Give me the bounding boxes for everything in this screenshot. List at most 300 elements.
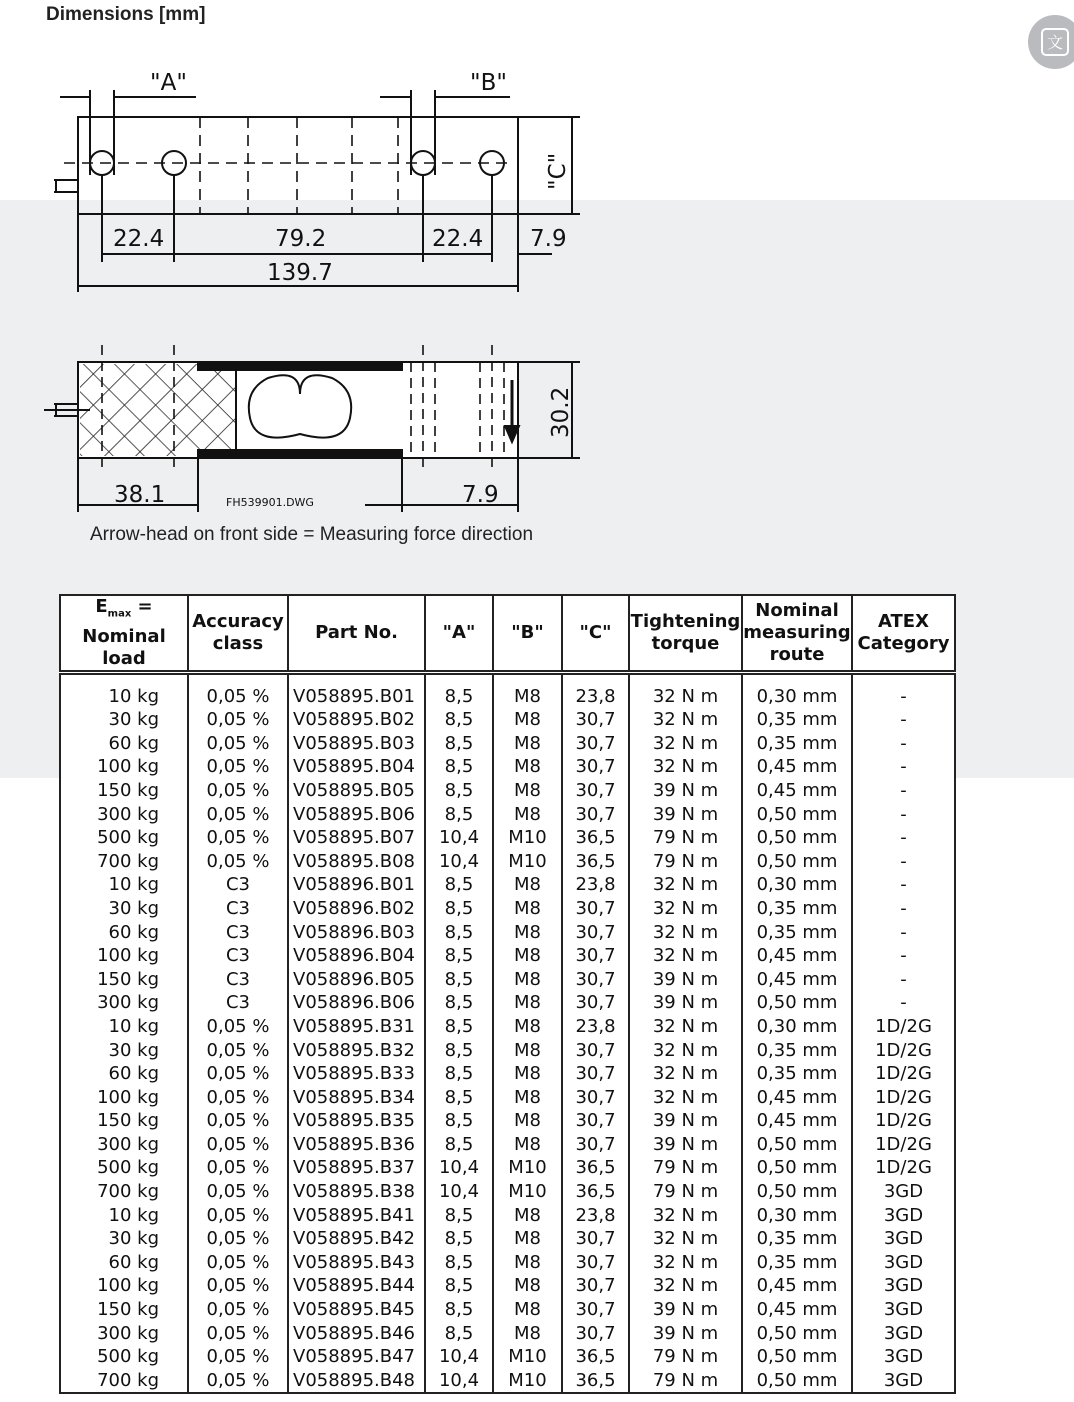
- cell-c: 36,5: [562, 1345, 629, 1369]
- cell-nominal-load: 10 kg: [60, 672, 188, 708]
- cell-c: 30,7: [562, 755, 629, 779]
- cell-tightening-torque: 32 N m: [629, 672, 742, 708]
- cell-accuracy-class: 0,05 %: [188, 1274, 288, 1298]
- cell-b: M8: [493, 672, 562, 708]
- cell-a: 8,5: [425, 944, 493, 968]
- cell-b: M8: [493, 803, 562, 827]
- cell-measuring-route: 0,35 mm: [742, 1227, 852, 1251]
- cell-measuring-route: 0,45 mm: [742, 944, 852, 968]
- cell-measuring-route: 0,45 mm: [742, 1274, 852, 1298]
- cell-measuring-route: 0,45 mm: [742, 968, 852, 992]
- table-row: [60, 991, 955, 1015]
- cell-atex-category: -: [852, 803, 955, 827]
- cell-measuring-route: 0,30 mm: [742, 1015, 852, 1039]
- cell-accuracy-class: 0,05 %: [188, 755, 288, 779]
- cell-c: 23,8: [562, 672, 629, 708]
- cell-tightening-torque: 39 N m: [629, 1322, 742, 1346]
- cell-tightening-torque: 32 N m: [629, 873, 742, 897]
- cell-part-no: V058895.B07: [288, 826, 425, 850]
- cell-tightening-torque: 39 N m: [629, 779, 742, 803]
- cell-c: 23,8: [562, 1204, 629, 1228]
- cell-atex-category: -: [852, 897, 955, 921]
- cell-atex-category: -: [852, 850, 955, 874]
- dim-30-2: 30.2: [548, 386, 574, 438]
- cell-b: M10: [493, 1345, 562, 1369]
- cell-part-no: V058895.B32: [288, 1039, 425, 1063]
- cell-a: 8,5: [425, 803, 493, 827]
- cell-a: 8,5: [425, 897, 493, 921]
- cell-measuring-route: 0,45 mm: [742, 779, 852, 803]
- cell-b: M8: [493, 1274, 562, 1298]
- cell-atex-category: 1D/2G: [852, 1156, 955, 1180]
- cell-b: M8: [493, 991, 562, 1015]
- cell-nominal-load: 150 kg: [60, 1298, 188, 1322]
- cell-part-no: V058895.B31: [288, 1015, 425, 1039]
- cell-atex-category: 3GD: [852, 1180, 955, 1204]
- cell-tightening-torque: 39 N m: [629, 803, 742, 827]
- cell-measuring-route: 0,35 mm: [742, 1039, 852, 1063]
- cell-part-no: V058895.B01: [288, 672, 425, 708]
- cell-b: M8: [493, 897, 562, 921]
- table-row: [60, 1180, 955, 1204]
- header-part-no: Part No.: [288, 595, 425, 672]
- cell-tightening-torque: 39 N m: [629, 1133, 742, 1157]
- cell-part-no: V058895.B06: [288, 803, 425, 827]
- table-row: [60, 1039, 955, 1063]
- dimension-drawing: [0, 0, 1074, 560]
- table-row: [60, 1062, 955, 1086]
- cell-tightening-torque: 39 N m: [629, 991, 742, 1015]
- cell-c: 36,5: [562, 826, 629, 850]
- dim-139-7: 139.7: [267, 260, 333, 286]
- cell-measuring-route: 0,35 mm: [742, 921, 852, 945]
- cell-c: 30,7: [562, 1086, 629, 1110]
- cell-measuring-route: 0,45 mm: [742, 1086, 852, 1110]
- table-row: [60, 826, 955, 850]
- cell-tightening-torque: 32 N m: [629, 755, 742, 779]
- cell-part-no: V058895.B33: [288, 1062, 425, 1086]
- table-row: [60, 732, 955, 756]
- cell-accuracy-class: 0,05 %: [188, 1251, 288, 1275]
- cell-b: M8: [493, 1298, 562, 1322]
- cell-accuracy-class: 0,05 %: [188, 1109, 288, 1133]
- cell-tightening-torque: 32 N m: [629, 1015, 742, 1039]
- header-measuring-route: Nominal measuring route: [742, 595, 852, 672]
- svg-text:文: 文: [1046, 33, 1064, 52]
- cell-c: 30,7: [562, 779, 629, 803]
- cell-accuracy-class: 0,05 %: [188, 1086, 288, 1110]
- cell-b: M10: [493, 826, 562, 850]
- cell-a: 10,4: [425, 1369, 493, 1394]
- table-row: [60, 850, 955, 874]
- table-row: [60, 873, 955, 897]
- cell-part-no: V058895.B41: [288, 1204, 425, 1228]
- cell-c: 30,7: [562, 1062, 629, 1086]
- cell-nominal-load: 500 kg: [60, 826, 188, 850]
- cell-nominal-load: 100 kg: [60, 1274, 188, 1298]
- dim-22-4-right: 22.4: [432, 226, 484, 252]
- cell-nominal-load: 300 kg: [60, 1322, 188, 1346]
- cell-a: 8,5: [425, 755, 493, 779]
- cell-tightening-torque: 39 N m: [629, 1298, 742, 1322]
- header-c: "C": [562, 595, 629, 672]
- cell-part-no: V058896.B01: [288, 873, 425, 897]
- table-row: [60, 755, 955, 779]
- cell-tightening-torque: 32 N m: [629, 732, 742, 756]
- cell-accuracy-class: 0,05 %: [188, 672, 288, 708]
- cell-tightening-torque: 32 N m: [629, 1039, 742, 1063]
- cell-a: 8,5: [425, 1322, 493, 1346]
- table-row: [60, 1109, 955, 1133]
- cell-measuring-route: 0,50 mm: [742, 1322, 852, 1346]
- cell-c: 30,7: [562, 897, 629, 921]
- cell-c: 30,7: [562, 1322, 629, 1346]
- cell-part-no: V058895.B03: [288, 732, 425, 756]
- cell-part-no: V058895.B34: [288, 1086, 425, 1110]
- cell-nominal-load: 150 kg: [60, 968, 188, 992]
- cell-c: 30,7: [562, 1251, 629, 1275]
- cell-accuracy-class: 0,05 %: [188, 1015, 288, 1039]
- cell-nominal-load: 30 kg: [60, 708, 188, 732]
- cell-a: 8,5: [425, 921, 493, 945]
- specification-table-body: [60, 672, 955, 1393]
- cell-atex-category: 3GD: [852, 1298, 955, 1322]
- cell-accuracy-class: C3: [188, 968, 288, 992]
- cell-nominal-load: 300 kg: [60, 1133, 188, 1157]
- cell-accuracy-class: 0,05 %: [188, 779, 288, 803]
- cell-b: M8: [493, 1204, 562, 1228]
- cell-a: 8,5: [425, 1133, 493, 1157]
- cell-part-no: V058895.B46: [288, 1322, 425, 1346]
- cell-accuracy-class: 0,05 %: [188, 803, 288, 827]
- dim-7-9-bottom: 7.9: [462, 482, 499, 508]
- cell-a: 10,4: [425, 826, 493, 850]
- cell-atex-category: -: [852, 672, 955, 708]
- cell-atex-category: 1D/2G: [852, 1133, 955, 1157]
- table-row: [60, 1204, 955, 1228]
- cell-c: 30,7: [562, 1274, 629, 1298]
- cell-accuracy-class: 0,05 %: [188, 1039, 288, 1063]
- cell-c: 30,7: [562, 921, 629, 945]
- cell-atex-category: 1D/2G: [852, 1015, 955, 1039]
- cell-part-no: V058896.B03: [288, 921, 425, 945]
- cell-nominal-load: 100 kg: [60, 944, 188, 968]
- cell-nominal-load: 100 kg: [60, 1086, 188, 1110]
- cell-b: M8: [493, 1133, 562, 1157]
- cell-part-no: V058895.B08: [288, 850, 425, 874]
- cell-measuring-route: 0,50 mm: [742, 1133, 852, 1157]
- cell-accuracy-class: 0,05 %: [188, 826, 288, 850]
- cell-atex-category: -: [852, 732, 955, 756]
- cell-c: 30,7: [562, 1133, 629, 1157]
- cell-tightening-torque: 32 N m: [629, 708, 742, 732]
- cell-measuring-route: 0,35 mm: [742, 1062, 852, 1086]
- drawing-file-name: FH539901.DWG: [226, 496, 314, 509]
- label-b: "B": [470, 70, 507, 96]
- cell-measuring-route: 0,45 mm: [742, 1109, 852, 1133]
- cell-nominal-load: 10 kg: [60, 1204, 188, 1228]
- dim-38-1: 38.1: [114, 482, 166, 508]
- cell-c: 30,7: [562, 1039, 629, 1063]
- cell-measuring-route: 0,30 mm: [742, 873, 852, 897]
- header-atex-category: ATEX Category: [852, 595, 955, 672]
- table-row: [60, 1369, 955, 1394]
- cell-c: 23,8: [562, 1015, 629, 1039]
- cell-part-no: V058895.B44: [288, 1274, 425, 1298]
- table-row: [60, 1298, 955, 1322]
- cell-tightening-torque: 32 N m: [629, 897, 742, 921]
- cell-accuracy-class: 0,05 %: [188, 1322, 288, 1346]
- cell-part-no: V058896.B06: [288, 991, 425, 1015]
- cell-b: M8: [493, 921, 562, 945]
- cell-accuracy-class: 0,05 %: [188, 1298, 288, 1322]
- cell-c: 30,7: [562, 1227, 629, 1251]
- cell-b: M8: [493, 873, 562, 897]
- cell-a: 8,5: [425, 1015, 493, 1039]
- cell-c: 30,7: [562, 1109, 629, 1133]
- cell-c: 23,8: [562, 873, 629, 897]
- cell-accuracy-class: 0,05 %: [188, 1369, 288, 1394]
- cell-measuring-route: 0,30 mm: [742, 672, 852, 708]
- cell-measuring-route: 0,50 mm: [742, 850, 852, 874]
- cell-tightening-torque: 32 N m: [629, 1227, 742, 1251]
- cell-c: 30,7: [562, 803, 629, 827]
- force-direction-caption: Arrow-head on front side = Measuring force direction: [90, 524, 534, 545]
- cell-nominal-load: 300 kg: [60, 803, 188, 827]
- cell-a: 10,4: [425, 1156, 493, 1180]
- cell-a: 8,5: [425, 779, 493, 803]
- dim-7-9-top: 7.9: [530, 226, 567, 252]
- table-row: [60, 1015, 955, 1039]
- header-emax: E: [95, 596, 108, 617]
- cell-accuracy-class: C3: [188, 944, 288, 968]
- cell-a: 8,5: [425, 1227, 493, 1251]
- table-row: [60, 1227, 955, 1251]
- cell-a: 8,5: [425, 1204, 493, 1228]
- cell-part-no: V058896.B05: [288, 968, 425, 992]
- cell-nominal-load: 30 kg: [60, 897, 188, 921]
- cell-tightening-torque: 79 N m: [629, 826, 742, 850]
- cell-b: M8: [493, 944, 562, 968]
- cell-tightening-torque: 32 N m: [629, 1274, 742, 1298]
- cell-b: M8: [493, 1109, 562, 1133]
- cell-tightening-torque: 79 N m: [629, 850, 742, 874]
- header-tightening-torque: Tightening torque: [629, 595, 742, 672]
- cell-accuracy-class: 0,05 %: [188, 850, 288, 874]
- cell-measuring-route: 0,50 mm: [742, 991, 852, 1015]
- table-row: [60, 1156, 955, 1180]
- cell-nominal-load: 10 kg: [60, 1015, 188, 1039]
- cell-c: 30,7: [562, 732, 629, 756]
- cell-nominal-load: 30 kg: [60, 1227, 188, 1251]
- cell-b: M8: [493, 968, 562, 992]
- cell-tightening-torque: 79 N m: [629, 1345, 742, 1369]
- cell-tightening-torque: 79 N m: [629, 1180, 742, 1204]
- cell-accuracy-class: C3: [188, 897, 288, 921]
- table-row: [60, 708, 955, 732]
- cell-nominal-load: 300 kg: [60, 991, 188, 1015]
- cell-tightening-torque: 39 N m: [629, 1109, 742, 1133]
- cell-part-no: V058896.B04: [288, 944, 425, 968]
- dim-79-2: 79.2: [275, 226, 327, 252]
- table-row: [60, 1133, 955, 1157]
- cell-b: M8: [493, 755, 562, 779]
- cell-part-no: V058896.B02: [288, 897, 425, 921]
- cell-tightening-torque: 32 N m: [629, 1086, 742, 1110]
- cell-nominal-load: 150 kg: [60, 1109, 188, 1133]
- header-emax-sub: max: [107, 608, 132, 620]
- cell-nominal-load: 10 kg: [60, 873, 188, 897]
- cell-nominal-load: 60 kg: [60, 1062, 188, 1086]
- cell-b: M8: [493, 708, 562, 732]
- cell-part-no: V058895.B04: [288, 755, 425, 779]
- cell-accuracy-class: C3: [188, 873, 288, 897]
- cell-c: 30,7: [562, 944, 629, 968]
- cell-atex-category: -: [852, 873, 955, 897]
- cell-atex-category: -: [852, 968, 955, 992]
- cell-part-no: V058895.B43: [288, 1251, 425, 1275]
- cell-atex-category: 1D/2G: [852, 1109, 955, 1133]
- cell-part-no: V058895.B05: [288, 779, 425, 803]
- cell-nominal-load: 30 kg: [60, 1039, 188, 1063]
- cell-atex-category: 1D/2G: [852, 1039, 955, 1063]
- cell-atex-category: -: [852, 991, 955, 1015]
- cell-a: 8,5: [425, 1251, 493, 1275]
- cell-a: 8,5: [425, 1086, 493, 1110]
- cell-b: M8: [493, 1251, 562, 1275]
- cell-a: 10,4: [425, 1345, 493, 1369]
- cell-atex-category: 3GD: [852, 1345, 955, 1369]
- cell-accuracy-class: 0,05 %: [188, 1180, 288, 1204]
- cell-part-no: V058895.B02: [288, 708, 425, 732]
- cell-measuring-route: 0,50 mm: [742, 1369, 852, 1394]
- cell-accuracy-class: 0,05 %: [188, 732, 288, 756]
- cell-accuracy-class: C3: [188, 991, 288, 1015]
- cell-accuracy-class: 0,05 %: [188, 1156, 288, 1180]
- cell-measuring-route: 0,35 mm: [742, 732, 852, 756]
- cell-nominal-load: 700 kg: [60, 1180, 188, 1204]
- table-row: [60, 921, 955, 945]
- cell-part-no: V058895.B47: [288, 1345, 425, 1369]
- cell-atex-category: 3GD: [852, 1369, 955, 1394]
- header-nominal-load: [60, 595, 188, 672]
- cell-a: 8,5: [425, 708, 493, 732]
- cell-part-no: V058895.B35: [288, 1109, 425, 1133]
- cell-c: 30,7: [562, 708, 629, 732]
- cell-tightening-torque: 39 N m: [629, 968, 742, 992]
- cell-accuracy-class: 0,05 %: [188, 1204, 288, 1228]
- table-row: [60, 1274, 955, 1298]
- header-b: "B": [493, 595, 562, 672]
- cell-c: 30,7: [562, 991, 629, 1015]
- cell-atex-category: 1D/2G: [852, 1062, 955, 1086]
- cell-tightening-torque: 32 N m: [629, 944, 742, 968]
- cell-b: M8: [493, 1039, 562, 1063]
- cell-nominal-load: 60 kg: [60, 921, 188, 945]
- cell-nominal-load: 700 kg: [60, 1369, 188, 1394]
- cell-c: 36,5: [562, 1369, 629, 1394]
- table-row: [60, 968, 955, 992]
- cell-accuracy-class: 0,05 %: [188, 1227, 288, 1251]
- cell-measuring-route: 0,35 mm: [742, 897, 852, 921]
- cell-a: 8,5: [425, 1039, 493, 1063]
- table-row: [60, 803, 955, 827]
- cell-a: 8,5: [425, 968, 493, 992]
- cell-part-no: V058895.B45: [288, 1298, 425, 1322]
- header-accuracy-class: Accuracy class: [188, 595, 288, 672]
- cell-a: 8,5: [425, 991, 493, 1015]
- cell-nominal-load: 100 kg: [60, 755, 188, 779]
- cell-atex-category: -: [852, 755, 955, 779]
- cell-nominal-load: 60 kg: [60, 732, 188, 756]
- cell-c: 36,5: [562, 1180, 629, 1204]
- cell-measuring-route: 0,45 mm: [742, 1298, 852, 1322]
- cell-atex-category: -: [852, 708, 955, 732]
- cell-measuring-route: 0,45 mm: [742, 755, 852, 779]
- table-row: [60, 1251, 955, 1275]
- cell-c: 36,5: [562, 1156, 629, 1180]
- cell-tightening-torque: 32 N m: [629, 1204, 742, 1228]
- cell-b: M10: [493, 1180, 562, 1204]
- cell-c: 36,5: [562, 850, 629, 874]
- cell-measuring-route: 0,50 mm: [742, 1180, 852, 1204]
- cell-tightening-torque: 79 N m: [629, 1156, 742, 1180]
- cell-part-no: V058895.B38: [288, 1180, 425, 1204]
- cell-atex-category: -: [852, 779, 955, 803]
- table-row: [60, 672, 955, 708]
- table-row: [60, 1086, 955, 1110]
- cell-accuracy-class: 0,05 %: [188, 1345, 288, 1369]
- cell-c: 30,7: [562, 1298, 629, 1322]
- cell-atex-category: -: [852, 921, 955, 945]
- cell-b: M8: [493, 1062, 562, 1086]
- cell-b: M10: [493, 850, 562, 874]
- cell-atex-category: 3GD: [852, 1227, 955, 1251]
- cell-nominal-load: 700 kg: [60, 850, 188, 874]
- cell-part-no: V058895.B37: [288, 1156, 425, 1180]
- cell-c: 30,7: [562, 968, 629, 992]
- cell-b: M8: [493, 779, 562, 803]
- cell-accuracy-class: 0,05 %: [188, 708, 288, 732]
- cell-atex-category: 3GD: [852, 1274, 955, 1298]
- cell-a: 10,4: [425, 850, 493, 874]
- cell-accuracy-class: 0,05 %: [188, 1062, 288, 1086]
- label-a: "A": [150, 70, 187, 96]
- cell-a: 8,5: [425, 873, 493, 897]
- table-row: [60, 1345, 955, 1369]
- cell-tightening-torque: 32 N m: [629, 921, 742, 945]
- cell-atex-category: 3GD: [852, 1251, 955, 1275]
- cell-tightening-torque: 32 N m: [629, 1062, 742, 1086]
- specification-table: [59, 594, 956, 1394]
- cell-part-no: V058895.B48: [288, 1369, 425, 1394]
- cell-atex-category: 3GD: [852, 1204, 955, 1228]
- cell-a: 10,4: [425, 1180, 493, 1204]
- cell-tightening-torque: 32 N m: [629, 1251, 742, 1275]
- cell-atex-category: -: [852, 944, 955, 968]
- table-row: [60, 897, 955, 921]
- cell-measuring-route: 0,50 mm: [742, 803, 852, 827]
- cell-b: M8: [493, 1015, 562, 1039]
- cell-measuring-route: 0,50 mm: [742, 1156, 852, 1180]
- cell-a: 8,5: [425, 1062, 493, 1086]
- cell-b: M8: [493, 1227, 562, 1251]
- cell-b: M10: [493, 1369, 562, 1394]
- cell-a: 8,5: [425, 732, 493, 756]
- dim-22-4-left: 22.4: [113, 226, 165, 252]
- cell-b: M8: [493, 1086, 562, 1110]
- cell-b: M10: [493, 1156, 562, 1180]
